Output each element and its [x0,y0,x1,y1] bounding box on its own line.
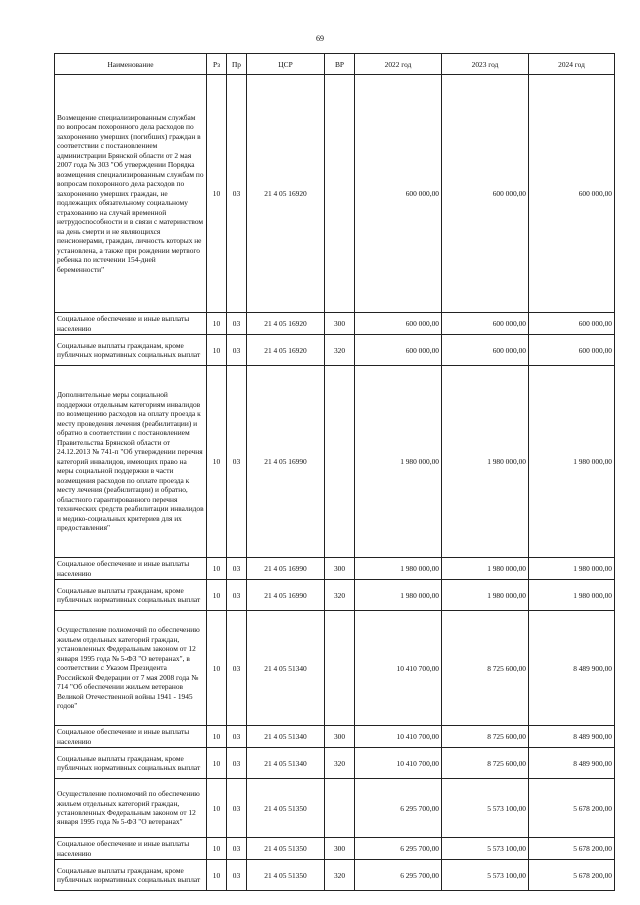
cell-2023: 1 980 000,00 [442,366,529,558]
cell-name: Социальные выплаты гражданам, кроме публичных нормативных социальных выплат [55,580,207,611]
cell-rz: 10 [207,838,227,860]
cell-name: Социальные выплаты гражданам, кроме публичных нормативных социальных выплат [55,748,207,779]
col-header-csr: ЦСР [247,54,325,75]
cell-2022: 10 410 700,00 [355,611,442,726]
cell-rz: 10 [207,313,227,335]
cell-2023: 600 000,00 [442,75,529,313]
cell-2024: 1 980 000,00 [529,366,615,558]
cell-name: Социальное обеспечение и иные выплаты населению [55,313,207,335]
table-row [55,75,615,313]
cell-rz: 10 [207,748,227,779]
cell-csr: 21 4 05 16990 [247,580,325,611]
cell-rz: 10 [207,366,227,558]
table-row [55,313,615,335]
cell-rz: 10 [207,75,227,313]
cell-pr: 03 [227,611,247,726]
cell-csr: 21 4 05 51340 [247,748,325,779]
cell-2022: 1 980 000,00 [355,366,442,558]
cell-2024: 8 489 900,00 [529,726,615,748]
cell-2023: 1 980 000,00 [442,558,529,580]
cell-2023: 5 573 100,00 [442,779,529,838]
cell-rz: 10 [207,779,227,838]
cell-csr: 21 4 05 51350 [247,860,325,891]
table-row [55,580,615,611]
cell-csr: 21 4 05 51340 [247,611,325,726]
cell-vr [325,75,355,313]
col-header-rz: Рз [207,54,227,75]
cell-vr: 320 [325,748,355,779]
cell-csr: 21 4 05 16920 [247,335,325,366]
cell-2022: 1 980 000,00 [355,558,442,580]
cell-rz: 10 [207,860,227,891]
cell-rz: 10 [207,335,227,366]
table-body [55,75,615,891]
cell-2024: 1 980 000,00 [529,558,615,580]
cell-2022: 600 000,00 [355,75,442,313]
cell-2023: 600 000,00 [442,335,529,366]
cell-csr: 21 4 05 51350 [247,838,325,860]
cell-2023: 5 573 100,00 [442,860,529,891]
cell-2024: 8 489 900,00 [529,611,615,726]
cell-name: Дополнительные меры социальной поддержки отдельным категориям инвалидов по возмещению расходов на оплату проезда к месту проведения лечения (реабилитации) и обратно в соответствии с постановлением Правительства Брянской области от 24.12.2013 № 741-п "Об утверждении перечня категорий инвалидов, имеющих право на меры социальной поддержки в части возмещения расходов по оплате проезда к месту лечения (реабилитации) и обратно, областного гарантированного перечня технических средств реабилитации инвалидов и медико-социальных критериев для их предоставления" [55,366,207,558]
table-row [55,335,615,366]
col-header-2023: 2023 год [442,54,529,75]
col-header-2022: 2022 год [355,54,442,75]
cell-2024: 1 980 000,00 [529,580,615,611]
cell-name: Социальное обеспечение и иные выплаты населению [55,558,207,580]
cell-rz: 10 [207,611,227,726]
col-header-pr: Пр [227,54,247,75]
cell-2024: 600 000,00 [529,335,615,366]
col-header-2024: 2024 год [529,54,615,75]
table-row [55,726,615,748]
page-number: 69 [316,34,324,43]
cell-2022: 10 410 700,00 [355,748,442,779]
cell-2023: 5 573 100,00 [442,838,529,860]
cell-2024: 5 678 200,00 [529,779,615,838]
table-row [55,838,615,860]
cell-2023: 8 725 600,00 [442,611,529,726]
cell-pr: 03 [227,748,247,779]
cell-2022: 10 410 700,00 [355,726,442,748]
cell-name: Социальное обеспечение и иные выплаты населению [55,838,207,860]
cell-csr: 21 4 05 51340 [247,726,325,748]
cell-2023: 8 725 600,00 [442,748,529,779]
cell-2023: 8 725 600,00 [442,726,529,748]
cell-2024: 5 678 200,00 [529,860,615,891]
cell-csr: 21 4 05 16920 [247,75,325,313]
cell-name: Социальное обеспечение и иные выплаты населению [55,726,207,748]
cell-pr: 03 [227,860,247,891]
cell-2023: 1 980 000,00 [442,580,529,611]
cell-vr: 300 [325,313,355,335]
table-row [55,779,615,838]
table-row [55,366,615,558]
cell-vr: 300 [325,838,355,860]
cell-2024: 5 678 200,00 [529,838,615,860]
cell-vr: 300 [325,558,355,580]
cell-2022: 6 295 700,00 [355,838,442,860]
table-row [55,558,615,580]
cell-name: Осуществление полномочий по обеспечению жильем отдельных категорий граждан, установленных Федеральным законом от 12 января 1995 года № 5-ФЗ "О ветеранах", в соответствии с Указом Президента Российской Федерации от 7 мая 2008 года № 714 "Об обеспечении жильем ветеранов Великой Отечественной войны 1941 - 1945 годов" [55,611,207,726]
table-row [55,748,615,779]
cell-csr: 21 4 05 51350 [247,779,325,838]
table-header-row [55,54,615,75]
cell-2024: 600 000,00 [529,313,615,335]
cell-name: Социальные выплаты гражданам, кроме публичных нормативных социальных выплат [55,335,207,366]
cell-rz: 10 [207,558,227,580]
cell-2024: 8 489 900,00 [529,748,615,779]
cell-pr: 03 [227,726,247,748]
table-row [55,860,615,891]
cell-vr: 320 [325,860,355,891]
cell-pr: 03 [227,838,247,860]
cell-2022: 6 295 700,00 [355,779,442,838]
cell-rz: 10 [207,580,227,611]
cell-rz: 10 [207,726,227,748]
cell-2022: 600 000,00 [355,313,442,335]
cell-csr: 21 4 05 16920 [247,313,325,335]
cell-pr: 03 [227,335,247,366]
cell-vr [325,366,355,558]
cell-2022: 1 980 000,00 [355,580,442,611]
cell-name: Возмещение специализированным службам по вопросам похоронного дела расходов по захоронению умерших (погибших) граждан в соответствии с постановлением администрации Брянской области от 2 мая 2007 года № 303 "Об утверждении Порядка возмещения специализированным службам по вопросам похоронного дела расходов по захоронению умерших граждан, не подлежащих обязательному социальному страхованию на случай временной нетрудоспособности и в связи с материнством на день смерти и не являющихся пенсионерами, граждан, личность которых не установлена, а также при рождении мертвого ребенка по истечении 154-дней беременности" [55,75,207,313]
cell-pr: 03 [227,558,247,580]
cell-2024: 600 000,00 [529,75,615,313]
cell-2023: 600 000,00 [442,313,529,335]
cell-pr: 03 [227,779,247,838]
col-header-vr: ВР [325,54,355,75]
cell-pr: 03 [227,75,247,313]
cell-2022: 6 295 700,00 [355,860,442,891]
cell-vr [325,779,355,838]
cell-vr: 320 [325,335,355,366]
cell-name: Социальные выплаты гражданам, кроме публичных нормативных социальных выплат [55,860,207,891]
cell-vr: 320 [325,580,355,611]
cell-vr [325,611,355,726]
cell-csr: 21 4 05 16990 [247,366,325,558]
col-header-name: Наименование [55,54,207,75]
cell-vr: 300 [325,726,355,748]
cell-name: Осуществление полномочий по обеспечению жильем отдельных категорий граждан, установленных Федеральным законом от 12 января 1995 года № 5-ФЗ "О ветеранах" [55,779,207,838]
table-row [55,611,615,726]
cell-csr: 21 4 05 16990 [247,558,325,580]
budget-table [54,53,615,891]
cell-2022: 600 000,00 [355,335,442,366]
cell-pr: 03 [227,366,247,558]
cell-pr: 03 [227,580,247,611]
cell-pr: 03 [227,313,247,335]
